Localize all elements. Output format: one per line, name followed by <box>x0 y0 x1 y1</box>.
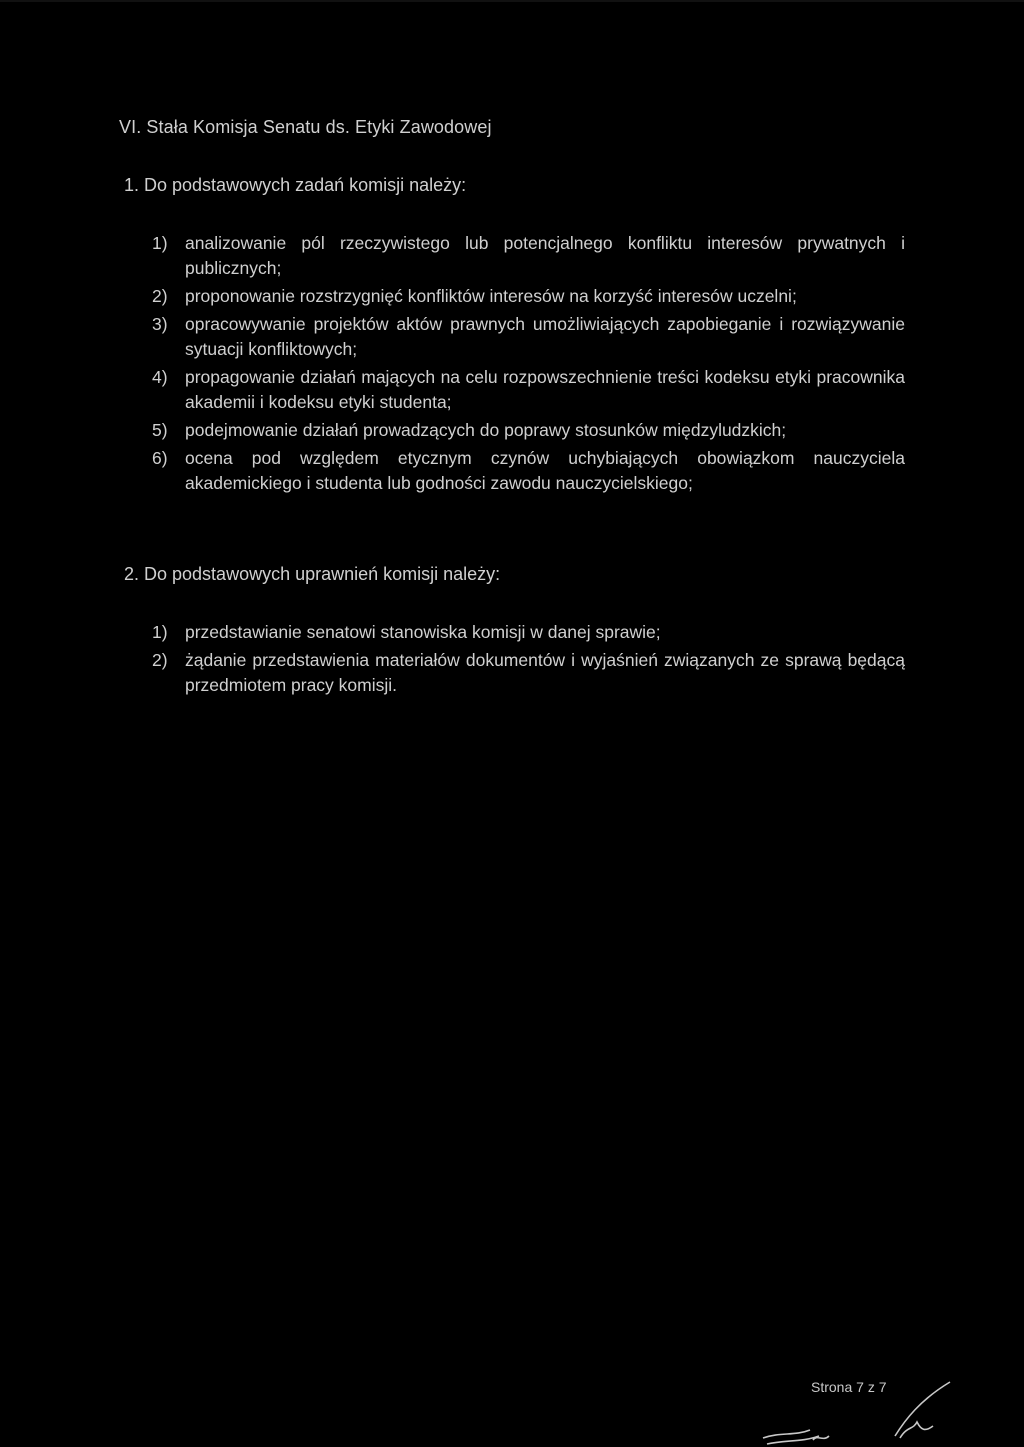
list-item-number: 5) <box>152 420 168 440</box>
list-item-text: opracowywanie projektów aktów prawnych umożliwiających zapobieganie i rozwiązywanie sytuacji konfliktowych; <box>185 314 905 359</box>
list-item <box>152 284 905 309</box>
section-1-list <box>152 231 905 499</box>
list-item <box>152 312 905 362</box>
list-item-number: 4) <box>152 367 168 387</box>
list-item-text: propagowanie działań mających na celu rozpowszechnienie treści kodeksu etyki pracownika akademii i kodeksu etyki studenta; <box>185 367 905 412</box>
section-2-list <box>152 620 905 701</box>
list-item <box>152 648 905 698</box>
section-1-title: 1. Do podstawowych zadań komisji należy: <box>124 175 467 195</box>
list-item-text: proponowanie rozstrzygnięć konfliktów interesów na korzyść interesów uczelni; <box>185 286 797 306</box>
top-edge-line <box>0 0 1024 2</box>
list-item-text: podejmowanie działań prowadzących do poprawy stosunków międzyludzkich; <box>185 420 787 440</box>
list-item-number: 3) <box>152 314 168 334</box>
list-item-number: 2) <box>152 650 168 670</box>
list-item-number: 1) <box>152 622 168 642</box>
list-item-text: przedstawianie senatowi stanowiska komisji w danej sprawie; <box>185 622 661 642</box>
list-item <box>152 365 905 415</box>
handwritten-signature <box>755 1370 955 1447</box>
list-item-number: 6) <box>152 448 168 468</box>
list-item-text: analizowanie pól rzeczywistego lub potencjalnego konfliktu interesów prywatnych i publicznych; <box>185 233 905 278</box>
section-2-title: 2. Do podstawowych uprawnień komisji należy: <box>124 564 501 584</box>
list-item-number: 2) <box>152 286 168 306</box>
list-item-text: ocena pod względem etycznym czynów uchybiających obowiązkom nauczyciela akademickiego i studenta lub godności zawodu nauczycielskiego; <box>185 448 905 493</box>
list-item-number: 1) <box>152 233 168 253</box>
list-item-text: żądanie przedstawienia materiałów dokumentów i wyjaśnień związanych ze sprawą będącą przedmiotem pracy komisji. <box>185 650 905 695</box>
list-item <box>152 418 905 443</box>
page-number: Strona 7 z 7 <box>811 1379 887 1395</box>
list-item <box>152 446 905 496</box>
page-heading: VI. Stała Komisja Senatu ds. Etyki Zawodowej <box>119 117 492 137</box>
list-item <box>152 620 905 645</box>
list-item <box>152 231 905 281</box>
